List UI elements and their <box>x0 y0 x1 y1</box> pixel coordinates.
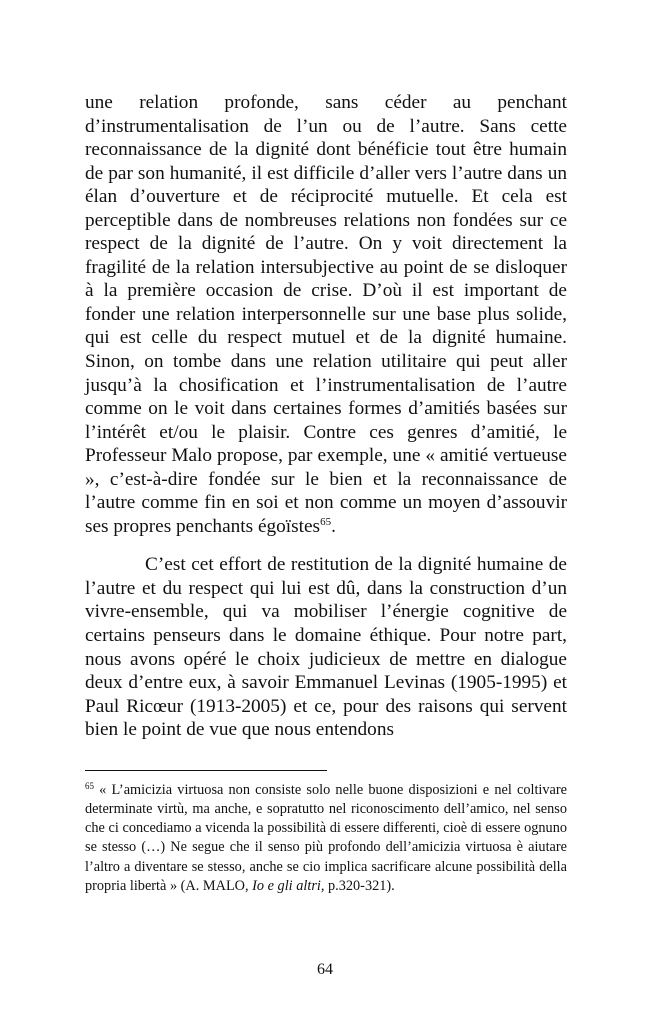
footnote-citation-pages: p.320-321). <box>324 877 395 894</box>
footnote-number: 65 <box>85 780 94 791</box>
paragraph-1-period: . <box>331 515 336 537</box>
footnote-text: « L’amicizia virtuosa non consiste solo nelle buone disposizioni e nel coltivare determinate virtù, ma anche, e sopratutto nel riconoscimento dell’amico, nel senso che ci concediamo a vicenda la possibilità di essere differenti, cioè di essere ognuno se stesso (…) Ne segue che il senso più profondo dell’amicizia virtuosa è aiutare l’altro a diventare se stesso, anche se cio implica sacrificare alcune possibilità della propria libertà » (A. MALO, <box>85 781 567 894</box>
footnote-65 <box>85 781 567 896</box>
paragraph-1-text: une relation profonde, sans céder au penchant d’instrumentalisation de l’un ou de l’autre. Sans cette reconnaissance de la dignité dont bénéficie tout être humain de par son humanité, il est difficile d’aller vers l’autre dans un élan d’ouverture et de réciprocité mutuelle. Et cela est perceptible dans de nombreuses relations non fondées sur ce respect de la dignité de l’autre. On y voit directement la fragilité de la relation intersubjective au point de se disloquer à la première occasion de crise. D’où il est important de fonder une relation interpersonnelle sur une base plus solide, qui est celle du respect mutuel et de la dignité humaine. Sinon, on tombe dans une relation utilitaire qui peut aller jusqu’à la chosification et l’instrumentalisation de l’autre comme on le voit dans certaines formes d’amitiés basées sur l’intérêt et/ou le plaisir. Contre ces genres d’amitié, le Professeur Malo propose, par exemple, une « amitié vertueuse », c’est-à-dire fondée sur le bien et la reconnaissance de l’autre comme fin en soi et non comme un moyen d’assouvir ses propres penchants égoïstes <box>85 92 567 537</box>
page-number: 64 <box>317 961 333 978</box>
page-body <box>85 91 567 896</box>
body-paragraph-1 <box>85 91 567 538</box>
footnote-reference-65: 65 <box>320 515 332 528</box>
footnote-separator <box>85 770 327 771</box>
body-paragraph-2: C’est cet effort de restitution de la dignité humaine de l’autre et du respect qui lui est dû, dans la construction d’un vivre-ensemble, qui va mobiliser l’énergie cognitive de certains penseurs dans le domaine éthique. Pour notre part, nous avons opéré le choix judicieux de mettre en dialogue deux d’entre eux, à savoir Emmanuel Levinas (1905-1995) et Paul Ricœur (1913-2005) et ce, pour des raisons qui servent bien le point de vue que nous entendons <box>85 554 567 741</box>
footnote-book-title: Io e gli altri, <box>252 877 325 894</box>
